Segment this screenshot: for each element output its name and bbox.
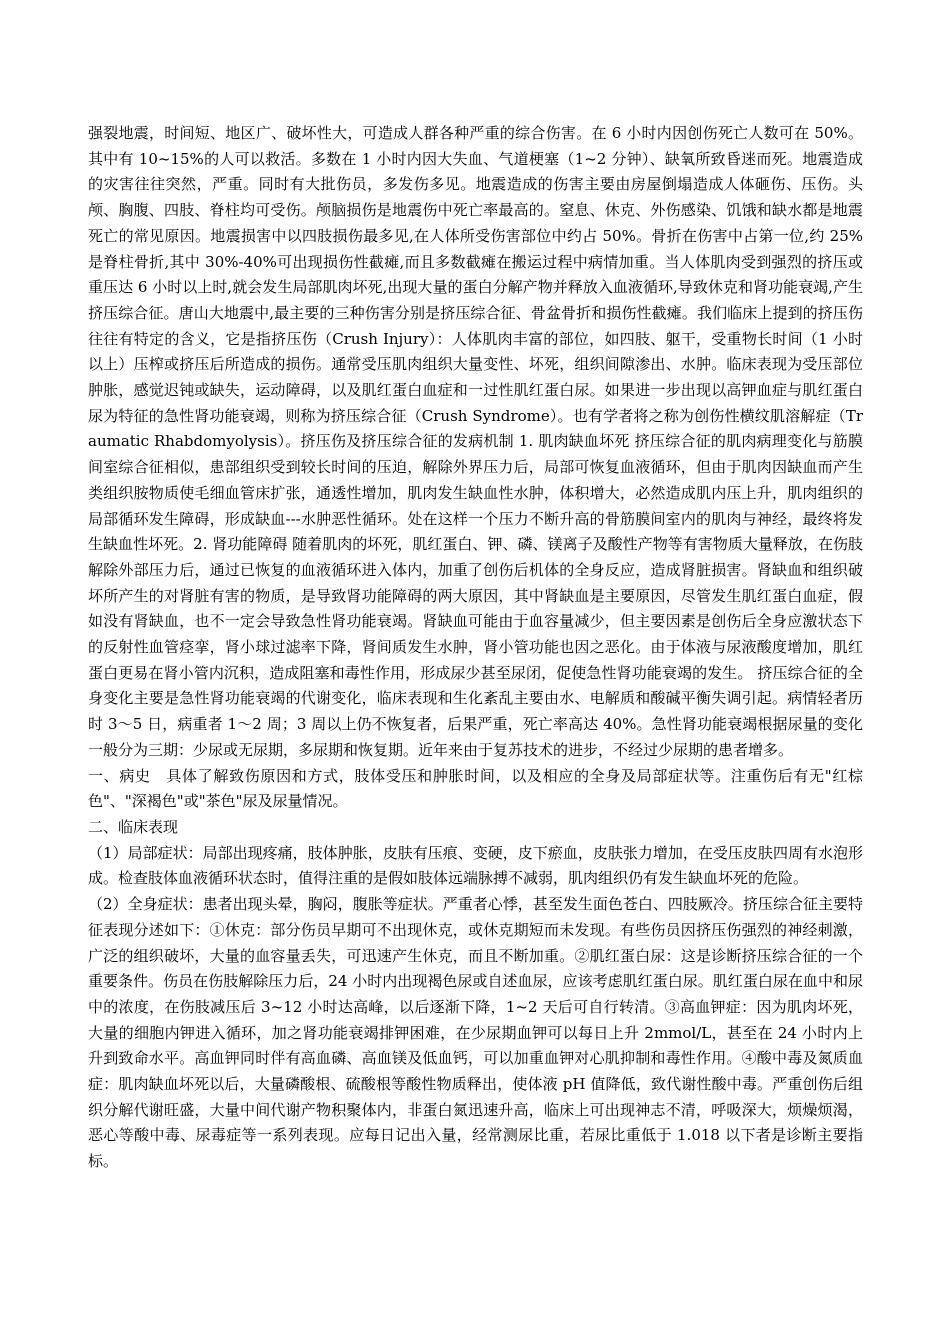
document-page [88, 121, 863, 1321]
paragraph-systemic-symptoms: （2）全身症状：患者出现头晕，胸闷，腹胀等症状。严重者心悸，甚至发生面色苍白、四肢厥冷。挤压综合征主要特征表现分述如下：①休克：部分伤员早期可不出现休克，或休克期短而未发现。有些伤员因挤压伤强烈的神经刺激，广泛的组织破坏，大量的血容量丢失，可迅速产生休克，而且不断加重。②肌红蛋白尿：这是诊断挤压综合征的一个重要条件。伤员在伤肢解除压力后，24 小时内出现褐色尿或自述血尿，应该考虑肌红蛋白尿。肌红蛋白尿在血中和尿中的浓度，在伤肢减压后 3~12 小时达高峰，以后逐渐下降，1~2 天后可自行转清。③高血钾症：因为肌肉坏死，大量的细胞内钾进入循环，加之肾功能衰竭排钾困难，在少尿期血钾可以每日上升 2mmol/L，甚至在 24 小时内上升到致命水平。高血钾同时伴有高血磷、高血镁及低血钙，可以加重血钾对心肌抑制和毒性作用。④酸中毒及氮质血症：肌肉缺血坏死以后，大量磷酸根、硫酸根等酸性物质释出，使体液 pH 值降低，致代谢性酸中毒。严重创伤后组织分解代谢旺盛，大量中间代谢产物积聚体内，非蛋白氮迅速升高，临床上可出现神志不清，呼吸深大，烦燥烦渴，恶心等酸中毒、尿毒症等一系列表现。应每日记出入量，经常测尿比重，若尿比重低于 1.018 以下者是诊断主要指标。 [88, 895, 863, 1171]
paragraph-earthquake-crush-injury: 强裂地震，时间短、地区广、破坏性大，可造成人群各种严重的综合伤害。在 6 小时内因创伤死亡人数可在 50%。其中有 10~15%的人可以救活。多数在 1 小时内因大失血、气道梗塞（1~2 分钟）、缺氧所致昏迷而死。地震造成的灾害往往突然，严重。同时有大批伤员，多发伤多见。地震造成的伤害主要由房屋倒塌造成人体砸伤、压伤。头颅、胸腹、四肢、脊柱均可受伤。颅脑损伤是地震伤中死亡率最高的。窒息、休克、外伤感染、饥饿和缺水都是地震死亡的常见原因。地震损害中以四肢损伤最多见,在人体所受伤害部位中约占 50%。骨折在伤害中占第一位,约 25%是脊柱骨折,其中 30%-40%可出现损伤性截瘫,而且多数截瘫在搬运过程中病情加重。当人体肌肉受到强烈的挤压或重压达 6 小时以上时,就会发生局部肌肉坏死,出现大量的蛋白分解产物并释放入血液循环,导致休克和肾功能衰竭,产生挤压综合征。唐山大地震中,最主要的三种伤害分别是挤压综合征、骨盆骨折和损伤性截瘫。我们临床上提到的挤压伤往往有特定的含义，它是指挤压伤（Crush Injury）：人体肌肉丰富的部位，如四肢、躯干，受重物长时间（1 小时以上）压榨或挤压后所造成的损伤。通常受压肌肉组织大量变性、坏死，组织间隙渗出、水肿。临床表现为受压部位肿胀，感觉迟钝或缺失，运动障碍，以及肌红蛋白血症和一过性肌红蛋白尿。如果进一步出现以高钾血症与肌红蛋白尿为特征的急性肾功能衰竭，则称为挤压综合征（Crush Syndrome）。也有学者将之称为创伤性横纹肌溶解症（Traumatic Rhabdomyolysis）。挤压伤及挤压综合征的发病机制 1. 肌肉缺血坏死 挤压综合征的肌肉病理变化与筋膜间室综合征相似，患部组织受到较长时间的压迫，解除外界压力后，局部可恢复血液循环，但由于肌肉因缺血而产生类组织胺物质使毛细血管床扩张，通透性增加，肌肉发生缺血性水肿，体积增大，必然造成肌内压上升，肌肉组织的局部循环发生障碍，形成缺血---水肿恶性循环。处在这样一个压力不断升高的骨筋膜间室内的肌肉与神经，最终将发生缺血性坏死。2. 肾功能障碍 随着肌肉的坏死，肌红蛋白、钾、磷、镁离子及酸性产物等有害物质大量释放，在伤肢解除外部压力后，通过已恢复的血液循环进入体内，加重了创伤后机体的全身反应，造成肾脏损害。肾缺血和组织破坏所产生的对肾脏有害的物质，是导致肾功能障碍的两大原因，其中肾缺血是主要原因，尽管发生肌红蛋白血症，假如没有肾缺血，也不一定会导致急性肾功能衰竭。肾缺血可能由于血容量减少，但主要因素是创伤后全身应激状态下的反射性血管痉挛，肾小球过滤率下降，肾间质发生水肿，肾小管功能也因之恶化。由于体液与尿液酸度增加，肌红蛋白更易在肾小管内沉积，造成阻塞和毒性作用，形成尿少甚至尿闭，促使急性肾功能衰竭的发生。 挤压综合征的全身变化主要是急性肾功能衰竭的代谢变化，临床表现和生化紊乱主要由水、电解质和酸碱平衡失调引起。病情轻者历时 3～5 日，病重者 1～2 周；3 周以上仍不恢复者，后果严重，死亡率高达 40%。急性肾功能衰竭根据尿量的变化一般分为三期：少尿或无尿期，多尿期和恢复期。近年来由于复苏技术的进步，不经过少尿期的患者增多。 [88, 124, 863, 759]
paragraph-local-symptoms: （1）局部症状：局部出现疼痛，肢体肿胀，皮肤有压痕、变硬，皮下瘀血，皮肤张力增加，在受压皮肤四周有水泡形成。检查肢体血液循环状态时，值得注重的是假如肢体远端脉搏不减弱，肌肉组织仍有发生缺血坏死的危险。 [88, 843, 863, 888]
paragraph-medical-history: 一、病史 具体了解致伤原因和方式，肢体受压和肿胀时间，以及相应的全身及局部症状等。注重伤后有无"红棕色"、"深褐色"或"茶色"尿及尿量情况。 [88, 766, 863, 811]
section-heading-clinical-manifestations: 二、临床表现 [88, 817, 179, 836]
